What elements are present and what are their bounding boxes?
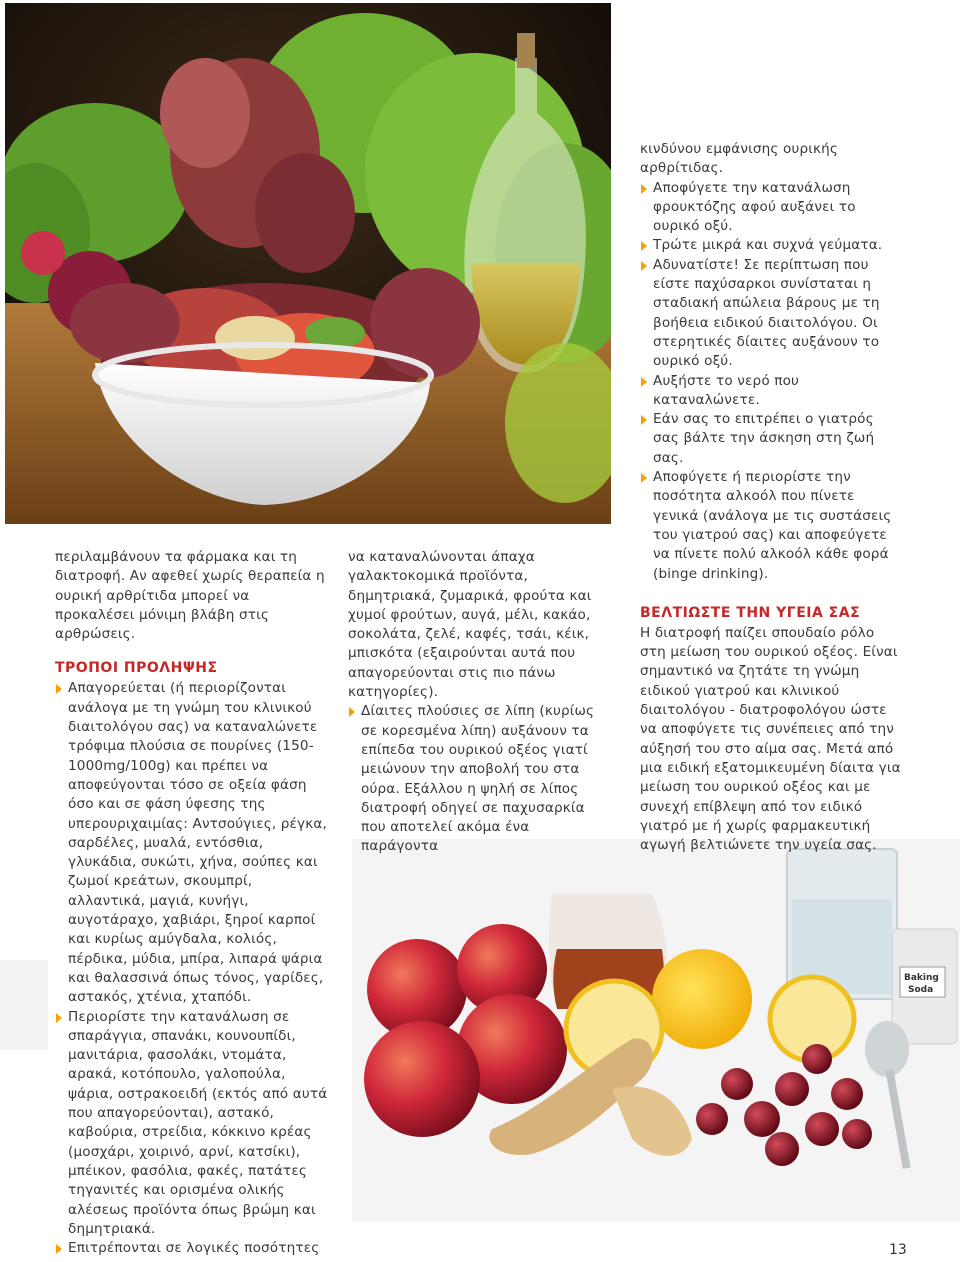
column-middle [348, 548, 610, 857]
improve-health-paragraph: Η διατροφή παίζει σπουδαίο ρόλο στη μείωση του ουρικού οξέος. Είναι σημαντικό να ζητάτε τη γνώμη ειδικού γιατρού και κλινικού διαιτολόγου - διατροφολόγου ώστε να αποφύγετε τις συνέπειες από την αύξησή του στο αίμα σας. Μετά από μια ειδική εξατομικευμένη δίαιτα για μείωση του ουρικού οξέος και με συνεχή επίβλεψη από τον ειδικό γιατρό με ή χωρίς φαρμακευτική αγωγή βελτιώνετε την υγεία σας. [640, 624, 901, 854]
decorative-strip [0, 960, 48, 1050]
column-right [640, 140, 904, 855]
intro-paragraph: περιλαμβάνουν τα φάρμακα και τη διατροφή. Αν αφεθεί χωρίς θεραπεία η ουρική αρθρίτιδα μπορεί να προκαλέσει μόνιμη βλάβη στις αρθρώσεις. [55, 549, 325, 643]
fruits-photo [352, 839, 960, 1222]
bullet-water: Αυξήστε το νερό που καταναλώνετε. [640, 372, 904, 411]
bullet-forbidden-foods: Απαγορεύεται (ή περιορίζονται ανάλογα με τη γνώμη του κλινικού διαιτολόγου σας) να καταναλώνετε τρόφιμα πλούσια σε πουρίνες (150-1000mg/100g) και πρέπει να αποφεύγονται τόσο σε οξεία φάση όσο και σε φάση ύφεσης της υπερουριχαιμίας: Αντσούγιες, ρέγκα, σαρδέλες, μυαλά, εντόσθια, γλυκάδια, συκώτι, χήνα, σούπες και ζωμοί κρεάτων, σκουμπρί, αλλαντικά, μαγιά, κυνήγι, αυγοτάραχο, χαβιάρι, ξηροί καρποί και κυρίως αμύγδαλα, κολιός, πέρδικα, μύδια, μπίρα, λιπαρά ψάρια και θαλασσινά όπως τόνος, γαρίδες, αστακός, χτένια, χταπόδι. [55, 679, 331, 1007]
bullet-limit-foods: Περιορίστε την κατανάλωση σε σπαράγγια, σπανάκι, κουνουπίδι, μανιτάρια, φασολάκι, ντομάτα, αρακά, κοτόπουλο, γαλοπούλα, ψάρια, οστρακοειδή (εκτός από αυτά που απαγορεύονται), αστακό, καβούρια, στρείδια, κόκκινο κρέας (μοσχάρι, χοιρινό, αρνί, κατσίκι), μπέικον, φασόλια, φακές, πατάτες τηγανιτές και ορισμένα ολικής αλέσεως προϊόντα όπως βρώμη και δημητριακά. [55, 1008, 331, 1240]
bullet-alcohol: Αποφύγετε ή περιορίστε την ποσότητα αλκοόλ που πίνετε γενικά (ανάλογα με τις συστάσεις του γιατρού σας) και αποφεύγετε να πίνετε πολύ αλκοόλ κάθε φορά (binge drinking). [640, 468, 904, 584]
bullet-lose-weight: Αδυνατίστε! Σε περίπτωση που είστε παχύσαρκοι συνίσταται η σταδιακή απώλεια βάρους με τη βοήθεια ειδικού διαιτολόγου. Οι στερητικές δίαιτες αυξάνουν το ουρικό οξύ. [640, 256, 904, 372]
allowed-foods-continued: να καταναλώνονται άπαχα γαλακτοκομικά προϊόντα, δημητριακά, ζυμαρικά, φρούτα και χυμοί φρούτων, αυγά, μέλι, κακάο, σοκολάτα, ζελέ, καφές, τσάι, κέικ, μπισκότα (εξαιρούνται αυτά που απαγορεύονται στις πιο πάνω κατηγορίες). [348, 549, 592, 701]
svg-text:Soda: Soda [908, 985, 934, 995]
salad-photo [5, 3, 611, 524]
page-number: 13 [889, 1242, 907, 1258]
heading-improve-health: ΒΕΛΤΙΩΣΤΕ ΤΗΝ ΥΓΕΙΑ ΣΑΣ [640, 604, 861, 621]
bullet-fructose: Αποφύγετε την κατανάλωση φρουκτόζης αφού αυξάνει το ουρικό οξύ. [640, 179, 904, 237]
risk-continued: κινδύνου εμφάνισης ουρικής αρθρίτιδας. [640, 141, 839, 177]
bullet-exercise: Εάν σας το επιτρέπει ο γιατρός σας βάλτε την άσκηση στη ζωή σας. [640, 410, 904, 468]
bullet-small-meals: Τρώτε μικρά και συχνά γεύματα. [640, 236, 904, 255]
bullet-fat-diets: Δίαιτες πλούσιες σε λίπη (κυρίως σε κορεσμένα λίπη) αυξάνουν τα επίπεδα του ουρικού οξέος γιατί μειώνουν την αποβολή του στα ούρα. Εξάλλου η ψηλή σε λίπος διατροφή οδηγεί σε παχυσαρκία που αποτελεί ακόμα ένα παράγοντα [348, 702, 610, 856]
heading-prevention: ΤΡΟΠΟΙ ΠΡΟΛΗΨΗΣ [55, 660, 218, 677]
baking-soda-label: Baking [904, 973, 939, 983]
bullet-allowed-foods: Επιτρέπονται σε λογικές ποσότητες [55, 1239, 331, 1258]
column-left [55, 548, 331, 1258]
